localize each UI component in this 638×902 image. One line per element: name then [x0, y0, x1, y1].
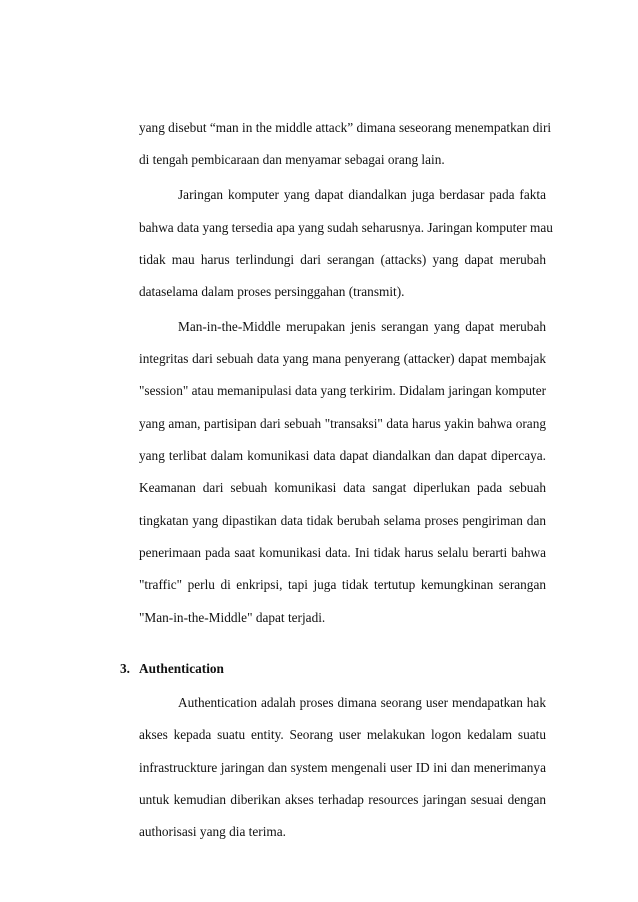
- paragraph-line: akses kepada suatu entity. Seorang user melakukan logon kedalam suatu: [139, 727, 546, 742]
- paragraph-line: bahwa data yang tersedia apa yang sudah seharusnya. Jaringan komputer mau: [139, 220, 553, 235]
- paragraph-line: tingkatan yang dipastikan data tidak berubah selama proses pengiriman dan: [139, 513, 546, 528]
- paragraph-line: Jaringan komputer yang dapat diandalkan juga berdasar pada fakta: [178, 187, 546, 202]
- paragraph-line: di tengah pembicaraan dan menyamar sebagai orang lain.: [139, 152, 445, 167]
- paragraph-line: tidak mau harus terlindungi dari serangan (attacks) yang dapat merubah: [139, 252, 546, 267]
- paragraph-line: Keamanan dari sebuah komunikasi data sangat diperlukan pada sebuah: [139, 480, 546, 495]
- paragraph-line: yang terlibat dalam komunikasi data dapat diandalkan dan dapat dipercaya.: [139, 448, 546, 463]
- paragraph-line: "session" atau memanipulasi data yang terkirim. Didalam jaringan komputer: [139, 383, 547, 398]
- paragraph-line: yang disebut “man in the middle attack” dimana seseorang menempatkan diri: [139, 120, 552, 135]
- section-heading: [120, 660, 224, 678]
- paragraph-line: "Man-in-the-Middle" dapat terjadi.: [139, 610, 326, 625]
- paragraph-line: Man-in-the-Middle merupakan jenis serangan yang dapat merubah: [178, 319, 546, 334]
- paragraph-line: "traffic" perlu di enkripsi, tapi juga tidak tertutup kemungkinan serangan: [139, 577, 546, 592]
- section-number: 3.: [120, 661, 130, 676]
- paragraph-line: penerimaan pada saat komunikasi data. Ini tidak harus selalu berarti bahwa: [139, 545, 546, 560]
- paragraph-line: dataselama dalam proses persinggahan (transmit).: [139, 284, 405, 299]
- paragraph-line: integritas dari sebuah data yang mana penyerang (attacker) dapat membajak: [139, 351, 546, 366]
- paragraph-line: yang aman, partisipan dari sebuah "transaksi" data harus yakin bahwa orang: [139, 416, 546, 431]
- paragraph-line: authorisasi yang dia terima.: [139, 824, 286, 839]
- paragraph-line: untuk kemudian diberikan akses terhadap resources jaringan sesuai dengan: [139, 792, 546, 807]
- section-title: Authentication: [139, 661, 224, 676]
- paragraph-line: Authentication adalah proses dimana seorang user mendapatkan hak: [178, 695, 546, 710]
- paragraph-line: infrastruckture jaringan dan system mengenali user ID ini dan menerimanya: [139, 760, 546, 775]
